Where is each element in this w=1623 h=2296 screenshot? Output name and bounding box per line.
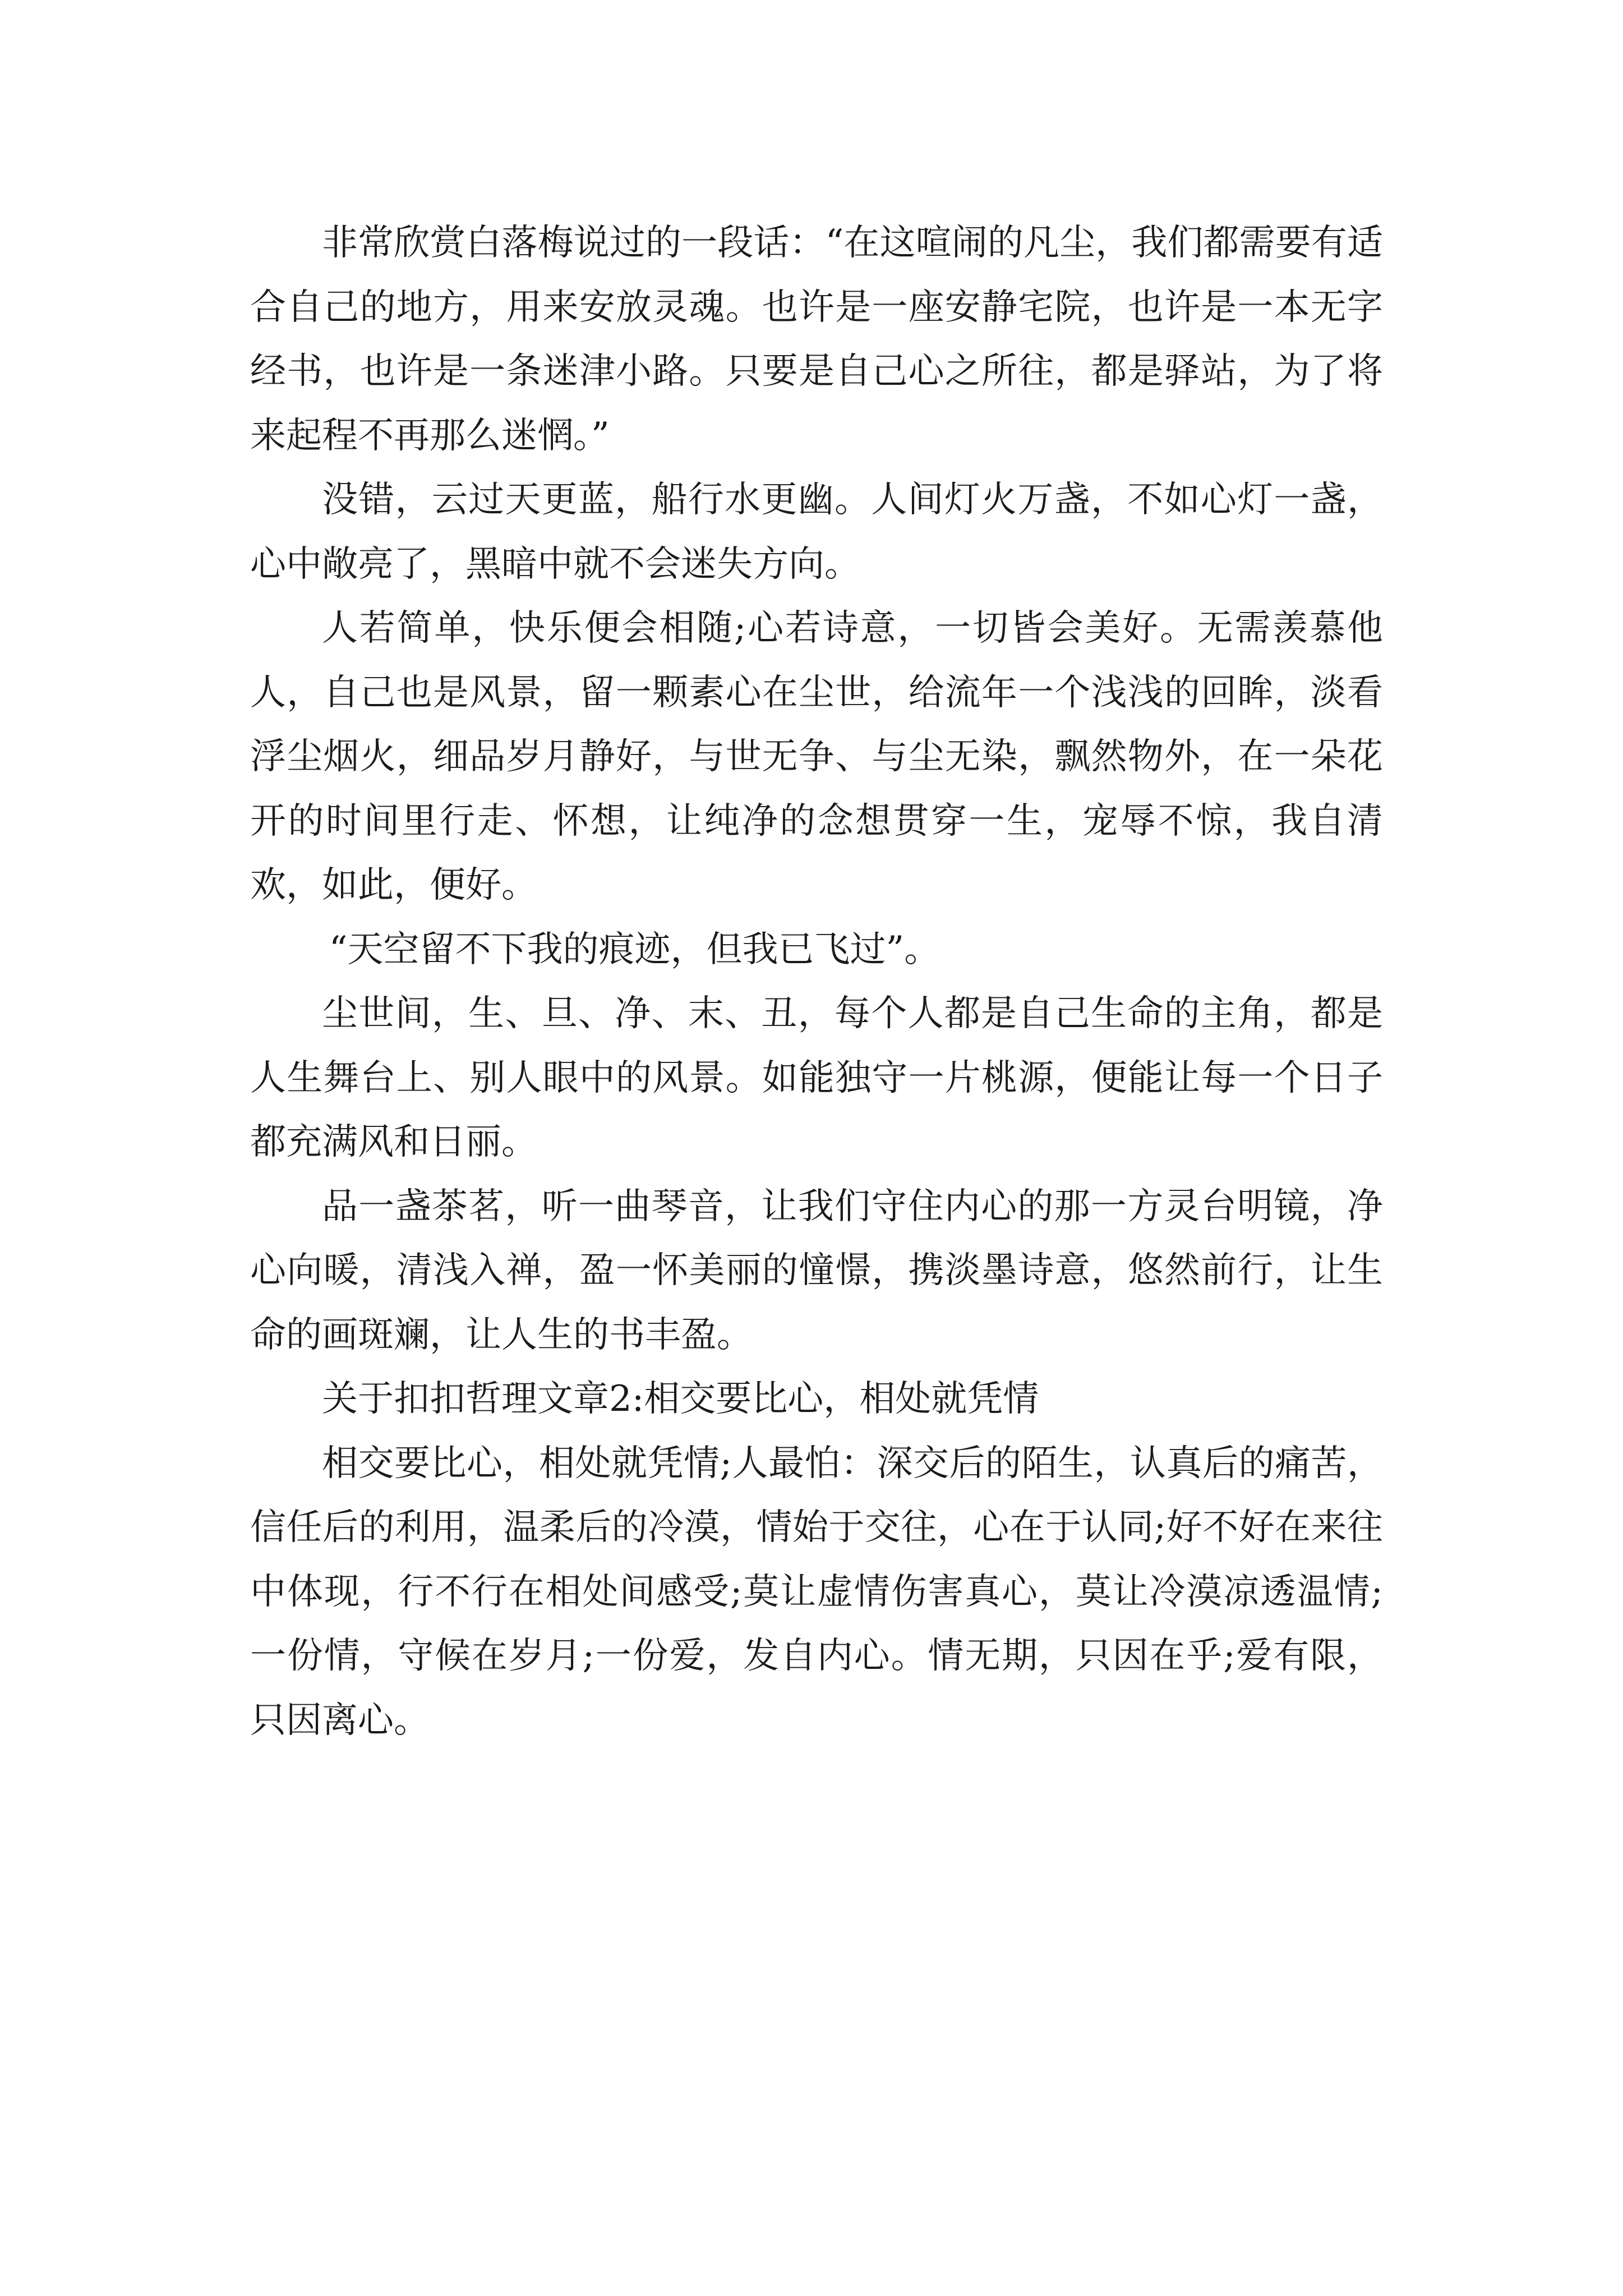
paragraph-sky-quote: “天空留不下我的痕迹，但我已飞过”。 xyxy=(329,928,940,970)
paragraph-tea-music: 品一盏茶茗，听一曲琴音，让我们守住内心的那一方灵台明镜，净心向暖，清浅入禅，盈一怀美丽的憧憬，携淡墨诗意，悠然前行，让生命的画斑斓，让人生的书丰盈。 xyxy=(250,1185,1383,1356)
paragraph-bailuomei-quote: 非常欣赏白落梅说过的一段话：“在这喧闹的凡尘，我们都需要有适合自己的地方，用来安放灵魂。也许是一座安静宅院，也许是一本无字经书，也许是一条迷津小路。只要是自己心之所往，都是驿站，为了将来起程不再那么迷惘。” xyxy=(250,222,1383,457)
paragraph-friendship: 相交要比心，相处就凭情;人最怕：深交后的陌生，认真后的痛苦，信任后的利用，温柔后的冷漠，情始于交往，心在于认同;好不好在来往中体现，行不行在相处间感受;莫让虚情伤害真心，莫让冷漠凉透温情;一份情，守候在岁月;一份爱，发自内心。情无期，只因在乎;爱有限，只因离心。 xyxy=(250,1442,1383,1741)
paragraph-life-stage: 尘世间，生、旦、净、末、丑，每个人都是自己生命的主角，都是人生舞台上、别人眼中的风景。如能独守一片桃源，便能让每一个日子都充满风和日丽。 xyxy=(250,993,1383,1163)
section-heading: 关于扣扣哲理文章2:相交要比心，相处就凭情 xyxy=(322,1378,1039,1420)
paragraph-heart-lamp: 没错，云过天更蓝，船行水更幽。人间灯火万盏，不如心灯一盏，心中敞亮了，黑暗中就不会迷失方向。 xyxy=(250,479,1383,585)
document-body xyxy=(250,211,1383,1752)
paragraph-simple-life: 人若简单，快乐便会相随;心若诗意，一切皆会美好。无需羡慕他人，自己也是风景，留一颗素心在尘世，给流年一个浅浅的回眸，淡看浮尘烟火，细品岁月静好，与世无争、与尘无染，飘然物外，在一朵花开的时间里行走、怀想，让纯净的念想贯穿一生，宠辱不惊，我自清欢，如此，便好。 xyxy=(250,608,1383,906)
